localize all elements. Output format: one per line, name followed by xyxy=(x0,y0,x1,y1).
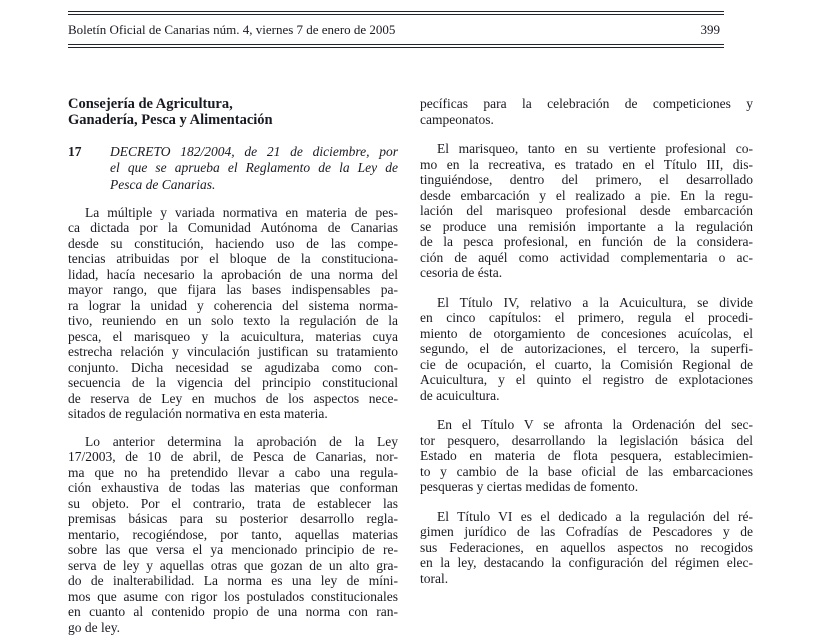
text-line: tivo, reuniendo en un solo texto la regulación de la xyxy=(68,313,398,329)
text-line: Lo anterior determina la aprobación de la Ley xyxy=(85,433,398,449)
text-line: ca dictada por la Comunidad Autónoma de Canarias xyxy=(68,220,398,236)
text-line: pecíficas para la celebración de competiciones y xyxy=(420,96,753,111)
text-line: gimen jurídico de las Cofradías de Pescadores y de xyxy=(420,524,753,539)
text-line: mo en la recreativa, es tratado en el Título III, dis- xyxy=(420,156,753,172)
text-line: tinguiéndose, dentro del primero, el desarrollado xyxy=(420,172,753,187)
text-line: ra lograr la unidad y coherencia del sistema norma- xyxy=(68,297,398,313)
text-line: sus Federaciones, en aquellos aspectos no recogidos xyxy=(420,539,753,555)
header-row xyxy=(68,15,724,44)
body-paragraph xyxy=(420,417,753,495)
text-line: La múltiple y variada normativa en materia de pes- xyxy=(85,204,398,220)
text-line: en la ley, destacando la configuración del régimen elec- xyxy=(420,555,753,570)
text-line: conjunto. Dicha necesidad se agudizaba como con- xyxy=(68,359,398,375)
text-line: campeonatos. xyxy=(420,111,494,127)
text-line: to y cambio de la base oficial de las embarcaciones xyxy=(420,463,753,479)
text-line: ción de aquél como actividad complementaria o ac- xyxy=(420,249,753,265)
text-line: su objeto. Por el contrario, trata de establecer las xyxy=(68,495,398,511)
body-paragraph xyxy=(420,295,753,404)
body-paragraph xyxy=(420,509,753,587)
text-line: En el Título V se afronta la Ordenación del sec- xyxy=(437,417,753,432)
text-line: Ganadería, Pesca y Alimentación xyxy=(68,112,273,128)
text-line: go de ley. xyxy=(68,619,120,635)
text-line: DECRETO 182/2004, de 21 de diciembre, por xyxy=(110,144,398,159)
text-line: ma que no ha pretendido llevar a cabo una regula- xyxy=(68,464,398,480)
text-line: pesqueras y ciertas medidas de fomento. xyxy=(420,479,639,494)
decree-number: 17 xyxy=(68,144,82,159)
text-line: serva de ley y aquellas otras que gozan de un alto gra- xyxy=(68,557,398,573)
page-header xyxy=(68,11,724,48)
text-line: secuencia de la vigencia del principio constitucional xyxy=(68,375,398,391)
text-line: de reserva de Ley en muchos de los aspectos nece- xyxy=(68,390,398,406)
text-line: de la pesca profesional, en función de la considera- xyxy=(420,234,753,249)
body-paragraph xyxy=(420,141,753,281)
text-line: El marisqueo, tanto en su vertiente profesional co- xyxy=(437,141,753,156)
text-line: El Título VI es el dedicado a la regulación del ré- xyxy=(437,508,753,524)
section-title xyxy=(68,96,398,128)
text-line: estrecha relación y vinculación justifican su tratamiento xyxy=(68,344,398,360)
text-line: ción exhaustiva de todas las materias que conforman xyxy=(68,480,398,496)
text-line: 17/2003, de 10 de abril, de Pesca de Canarias, nor- xyxy=(68,449,398,465)
text-line: segundo, el de autorizaciones, el tercero, la superfi- xyxy=(420,341,753,356)
body-paragraph xyxy=(68,434,398,636)
left-column xyxy=(68,96,398,635)
text-line: miento de otorgamiento de concesiones acuícolas, el xyxy=(420,325,753,341)
text-line: Pesca de Canarias. xyxy=(110,176,216,192)
text-line: do de inalterabilidad. La norma es una ley de míni- xyxy=(68,573,398,589)
decree-item xyxy=(68,144,398,193)
body-paragraph xyxy=(420,96,753,127)
text-line: El Título IV, relativo a la Acuicultura, se divide xyxy=(437,294,753,310)
text-line: Estado en materia de flota pesquera, establecimien- xyxy=(420,448,753,463)
decree-title xyxy=(110,144,398,193)
body-paragraph xyxy=(68,205,398,422)
text-line: de acuicultura. xyxy=(420,387,500,403)
text-line: lación del marisqueo profesional desde embarcación xyxy=(420,203,753,218)
text-line: en cuanto al contenido propio de una norma con ran- xyxy=(68,604,398,620)
text-line: en cinco capítulos: el primero, regula el procedi- xyxy=(420,310,753,325)
text-line: mentario, recogiéndose, por tanto, aquellas materias xyxy=(68,526,398,542)
text-line: premisas básicas para su posterior desarrollo regla- xyxy=(68,511,398,527)
text-line: toral. xyxy=(420,570,449,586)
text-line: pesca, el marisqueo y la acuicultura, materias cuya xyxy=(68,328,398,344)
text-line: mayor rango, que fijara las bases indispensables pa- xyxy=(68,282,398,298)
text-line: desde su constitución, haciendo uso de las compe- xyxy=(68,235,398,251)
text-line: mos que asume con rigor los postulados constitucionales xyxy=(68,588,398,604)
text-line: tencias atribuidas por el bloque de la constituciona- xyxy=(68,251,398,267)
text-line: el que se aprueba el Reglamento de la Ley de xyxy=(110,160,398,176)
text-line: lidad, hacía necesario la aprobación de una norma del xyxy=(68,266,398,282)
page-number: 399 xyxy=(700,21,720,37)
text-line: Acuicultura, y el quinto el registro de explotaciones xyxy=(420,372,753,387)
text-line: sobre las que versa el ya mencionado principio de re- xyxy=(68,542,398,558)
bulletin-title: Boletín Oficial de Canarias núm. 4, viernes 7 de enero de 2005 xyxy=(68,21,396,37)
text-line: se produce una remisión importante a la regulación xyxy=(420,218,753,234)
text-line: cesoria de ésta. xyxy=(420,265,503,280)
header-rule-bottom xyxy=(68,44,724,48)
right-column xyxy=(420,96,753,586)
text-line: Consejería de Agricultura, xyxy=(68,96,233,112)
text-line: tor pesquero, desarrollando la legislación básica del xyxy=(420,432,753,448)
text-line: sitados de regulación normativa en esta materia. xyxy=(68,406,328,422)
text-line: desde embarcación y el realizado a pie. En la regu- xyxy=(420,187,753,203)
text-line: cie de ocupación, el cuarto, la Comisión Regional de xyxy=(420,356,753,372)
